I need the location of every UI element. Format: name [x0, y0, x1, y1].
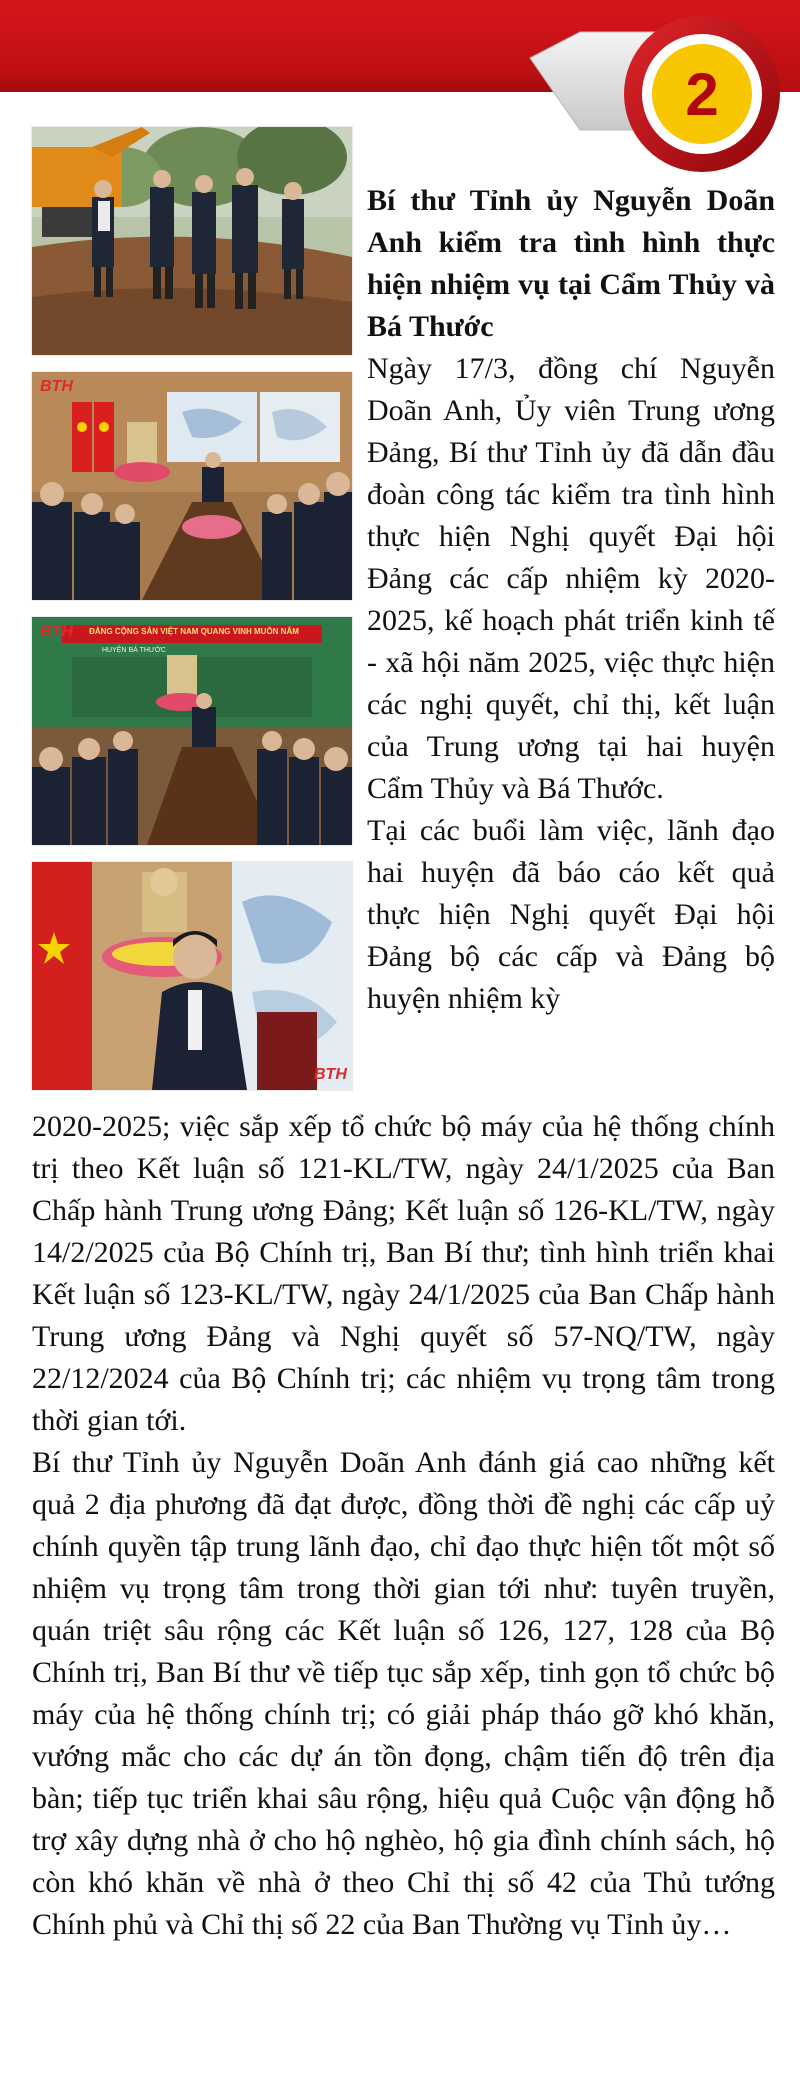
article-paragraph-3: Bí thư Tỉnh ủy Nguyễn Doãn Anh đánh giá cao những kết quả 2 địa phương đã đạt được, đồng thời đề nghị các cấp uỷ chính quyền tập trung lãnh đạo, chỉ đạo thực hiện tốt một số nhiệm vụ trọng tâm trong thời gian tới như: tuyên truyền, quán triệt sâu rộng các Kết luận số 126, 127, 128 của Bộ Chính trị, Ban Bí thư về tiếp tục sắp xếp, tinh gọn tổ chức bộ máy của hệ thống chính trị; có giải pháp tháo gỡ khó khăn, vướng mắc cho các dự án tồn đọng, chậm tiến độ trên địa bàn; tiếp tục triển khai sâu rộng, hiệu quả Cuộc vận động hỗ trợ xây dựng nhà ở cho hộ nghèo, hộ gia đình chính sách, hộ còn khó khăn về nhà ở theo Chỉ thị số 42 của Thủ tướng Chính phủ và Chỉ thị số 22 của Ban Thường vụ Tỉnh ủy… — [32, 1446, 775, 1941]
article-paragraph-1: Ngày 17/3, đồng chí Nguyễn Doãn Anh, Ủy viên Trung ương Đảng, Bí thư Tỉnh ủy đã dẫn đầu đoàn công tác kiểm tra tình hình thực hiện Nghị quyết Đại hội Đảng các cấp nhiệm kỳ 2020-2025, kế hoạch phát triển kinh tế - xã hội năm 2025, việc thực hiện các nghị quyết, chỉ thị, kết luận của Trung ương tại hai huyện Cẩm Thủy và Bá Thước. — [367, 352, 775, 805]
bth-logo: BTH — [314, 1066, 347, 1083]
room-sign-text: HUYỆN BÁ THƯỚC — [102, 647, 166, 654]
bth-logo: BTH — [40, 378, 73, 395]
article-full-width — [32, 1106, 775, 1946]
article-right-column — [367, 180, 775, 1020]
speaker-photo — [32, 862, 352, 1090]
header-band-shade — [0, 70, 560, 92]
article-headline: Bí thư Tỉnh ủy Nguyễn Doãn Anh kiểm tra tình hình thực hiện nhiệm vụ tại Cẩm Thủy và Bá Thước — [367, 184, 775, 343]
meeting-photo-2 — [32, 617, 352, 845]
bth-logo: BTH — [40, 623, 73, 640]
site-visit-photo — [32, 127, 352, 355]
article-paragraph-2-continued: 2020-2025; việc sắp xếp tổ chức bộ máy của hệ thống chính trị theo Kết luận số 121-KL/TW, ngày 24/1/2025 của Ban Chấp hành Trung ương Đảng; Kết luận số 126-KL/TW, ngày 14/2/2025 của Bộ Chính trị, Ban Bí thư; tình hình triển khai Kết luận số 123-KL/TW, ngày 24/1/2025 của Ban Chấp hành Trung ương Đảng và Nghị quyết số 57-NQ/TW, ngày 22/12/2024 của Bộ Chính trị; các nhiệm vụ trọng tâm trong thời gian tới. — [32, 1110, 775, 1437]
section-number-badge — [520, 0, 800, 175]
party-banner-text: ĐẢNG CỘNG SẢN VIỆT NAM QUANG VINH MUÔN NĂM — [89, 627, 299, 636]
article-paragraph-2-start: Tại các buổi làm việc, lãnh đạo hai huyện đã báo cáo kết quả thực hiện Nghị quyết Đại hội Đảng bộ các cấp và Đảng bộ huyện nhiệm kỳ — [367, 814, 775, 1015]
meeting-photo-1 — [32, 372, 352, 600]
badge-number: 2 — [685, 60, 719, 128]
